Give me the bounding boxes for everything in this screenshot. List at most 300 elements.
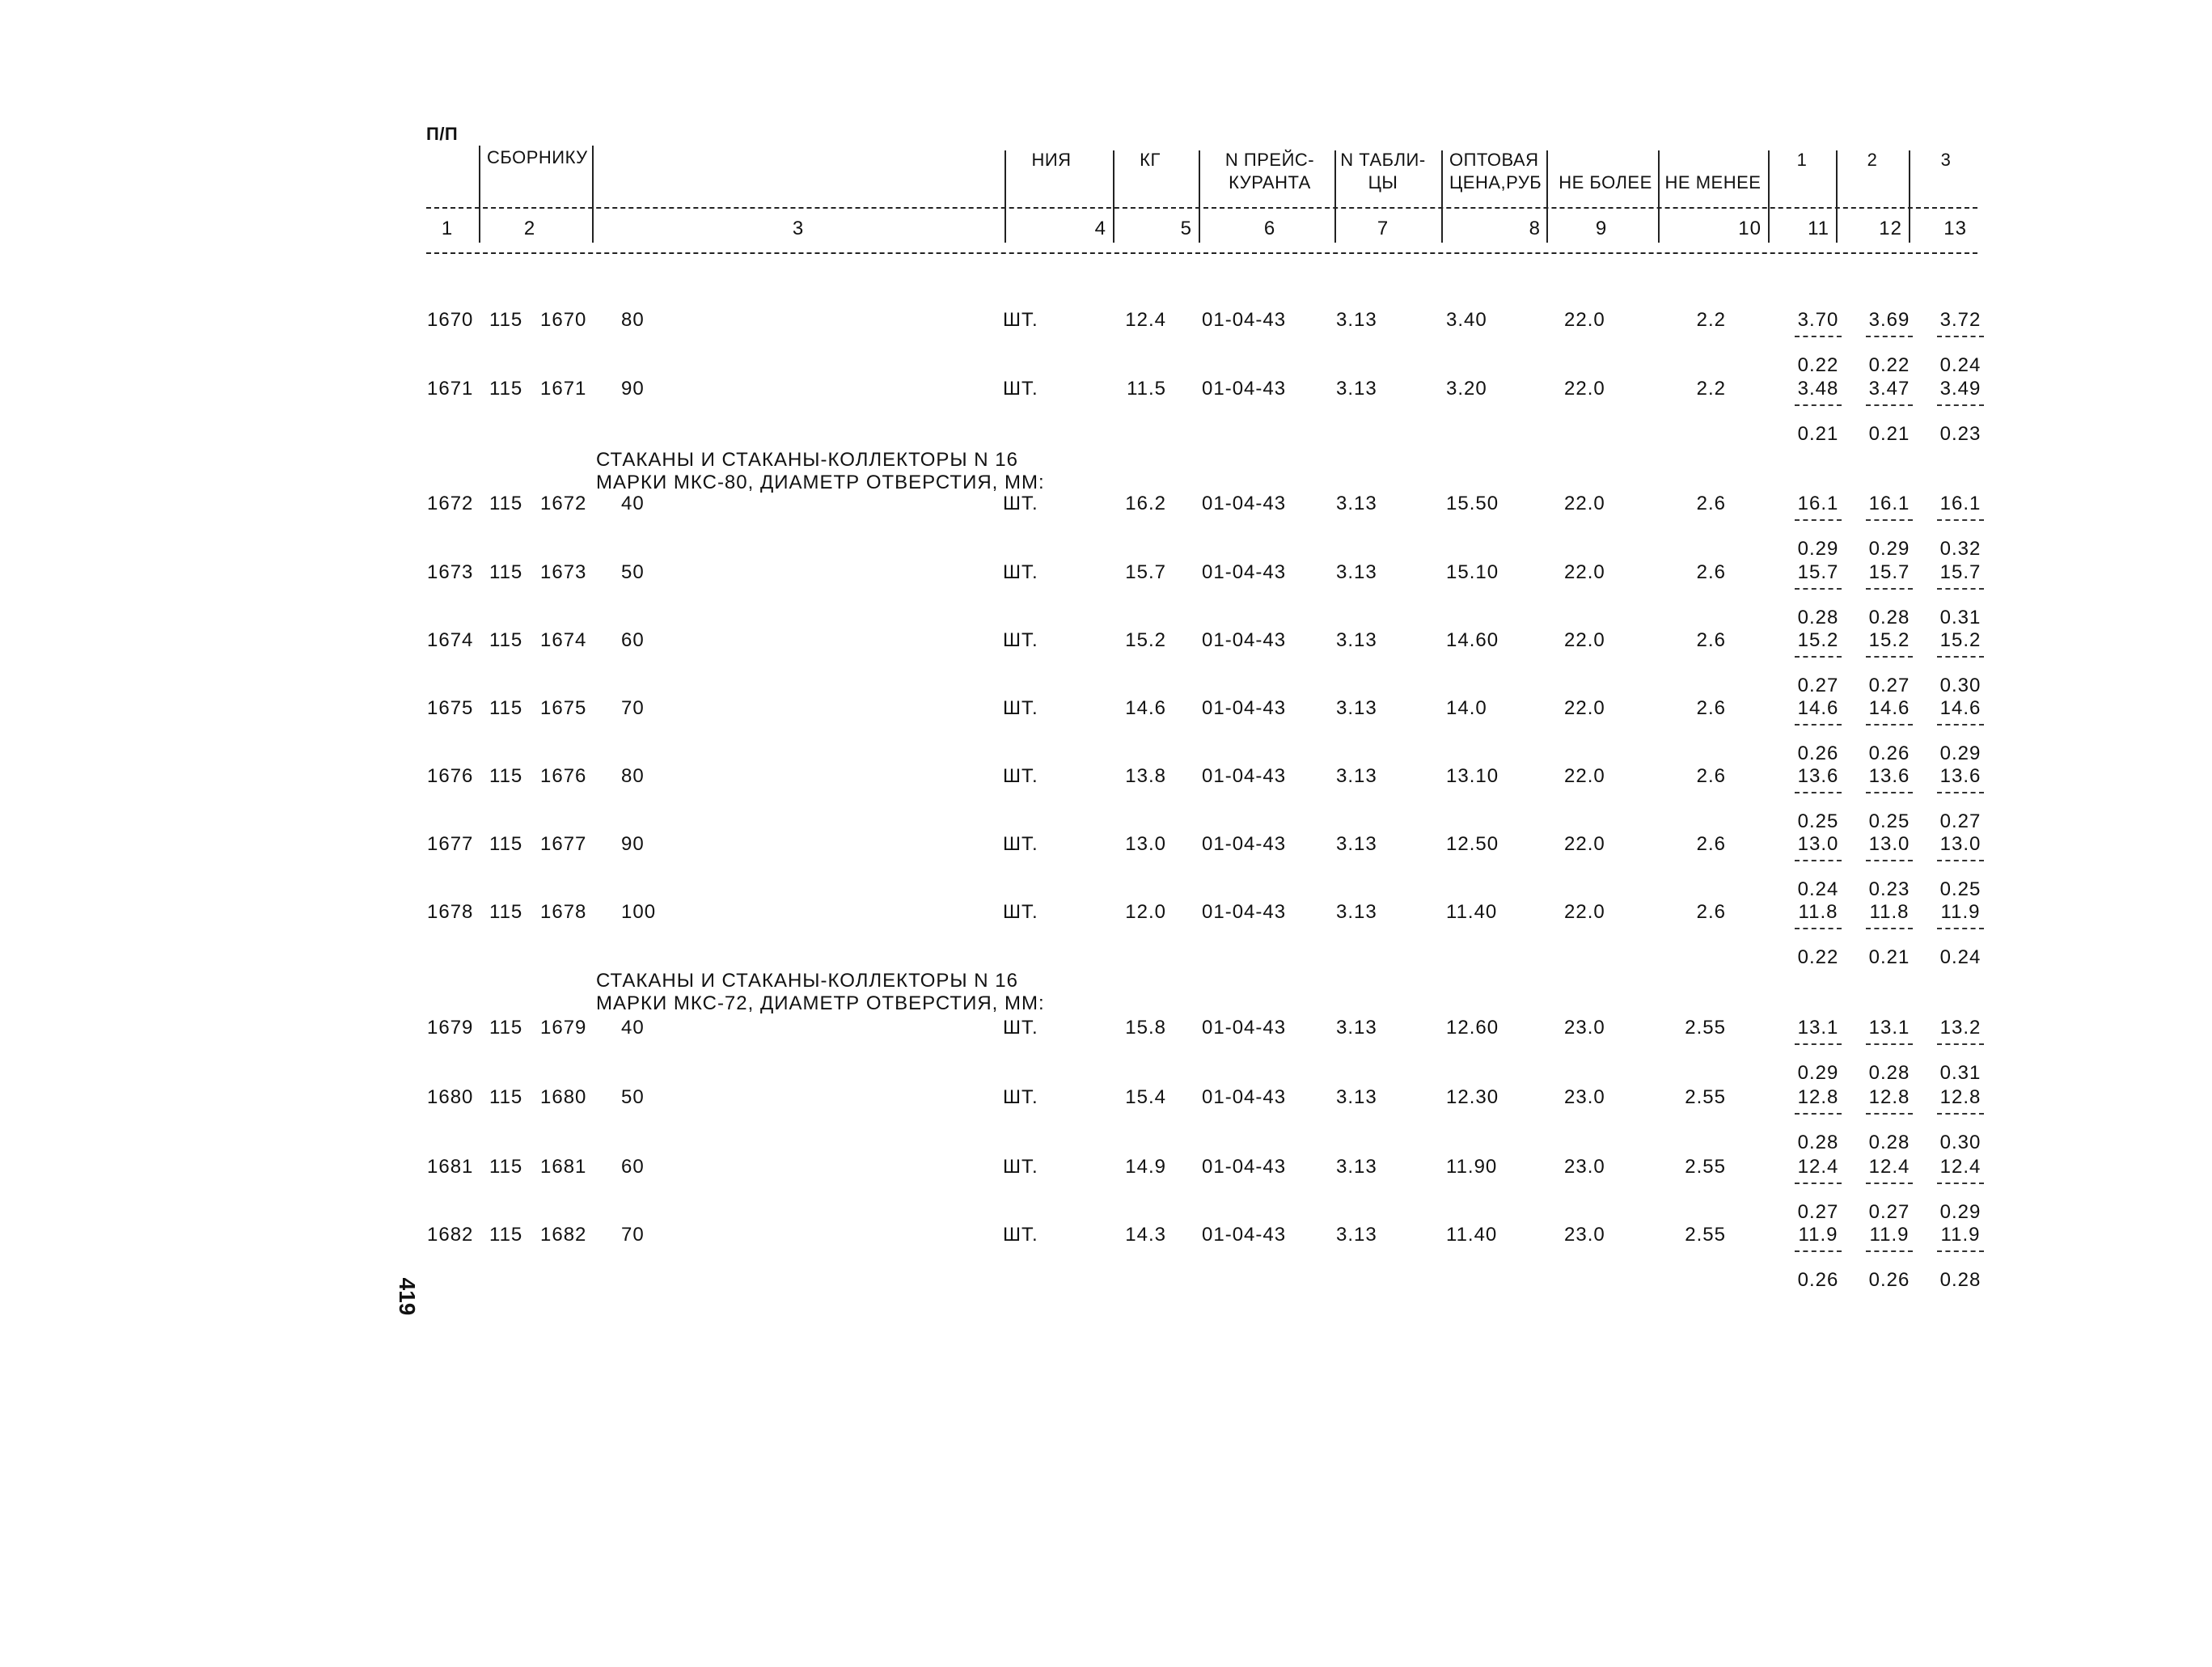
cell-v2: 13.6: [1868, 765, 1910, 787]
cell-v1: 12.4: [1797, 1156, 1839, 1178]
cell-v3: 13.2: [1939, 1017, 1981, 1039]
cell-w3: 0.25: [1939, 878, 1981, 900]
cell-max: 23.0: [1564, 1156, 1605, 1178]
cell-s: 115: [489, 1224, 523, 1246]
cell-code: 1674: [540, 629, 587, 651]
cell-code: 1677: [540, 833, 587, 855]
cell-w3: 0.24: [1939, 946, 1981, 968]
cell-s: 115: [489, 629, 523, 651]
cell-n: 1677: [427, 833, 474, 855]
cell-unit: ШТ.: [1003, 493, 1038, 514]
header-col8-line1: ОПТОВАЯ: [1449, 150, 1539, 170]
cell-v2: 3.69: [1868, 309, 1910, 331]
header-num-4: 4: [1094, 218, 1106, 239]
cell-v1: 12.8: [1797, 1086, 1839, 1108]
cell-s: 115: [489, 1156, 523, 1178]
cell-v2: 14.6: [1868, 697, 1910, 719]
section-heading: МАРКИ МКС-72, ДИАМЕТР ОТВЕРСТИЯ, ММ:: [596, 992, 1045, 1014]
section-heading: СТАКАНЫ И СТАКАНЫ-КОЛЛЕКТОРЫ N 16: [596, 970, 1018, 992]
cell-max: 22.0: [1564, 629, 1605, 651]
cell-price-list: 01-04-43: [1202, 561, 1287, 583]
cell-w3: 0.29: [1939, 743, 1981, 764]
cell-n: 1671: [427, 378, 474, 400]
fraction-rule: [1866, 656, 1913, 658]
cell-v3: 12.4: [1939, 1156, 1981, 1178]
cell-v2: 15.7: [1868, 561, 1910, 583]
header-divider: [1004, 150, 1006, 243]
header-divider: [1836, 150, 1838, 243]
cell-price: 11.90: [1446, 1156, 1498, 1178]
cell-min: 2.55: [1685, 1224, 1726, 1246]
cell-name: 50: [621, 1086, 645, 1108]
cell-name: 40: [621, 1017, 645, 1039]
cell-w1: 0.26: [1797, 1269, 1839, 1291]
cell-w1: 0.27: [1797, 1201, 1839, 1223]
cell-v2: 13.0: [1868, 833, 1910, 855]
cell-v3: 13.0: [1939, 833, 1981, 855]
cell-n: 1670: [427, 309, 474, 331]
fraction-rule: [1937, 1183, 1984, 1184]
cell-kg: 12.4: [1125, 309, 1166, 331]
cell-s: 115: [489, 561, 523, 583]
cell-w1: 0.22: [1797, 354, 1839, 376]
header-divider: [1658, 150, 1660, 243]
fraction-rule: [1937, 860, 1984, 861]
cell-v3: 3.72: [1939, 309, 1981, 331]
fraction-rule: [1795, 1250, 1842, 1252]
cell-v1: 13.0: [1797, 833, 1839, 855]
fraction-rule: [1866, 1250, 1913, 1252]
fraction-rule: [1866, 860, 1913, 861]
cell-code: 1676: [540, 765, 587, 787]
cell-w1: 0.22: [1797, 946, 1839, 968]
header-divider: [1334, 150, 1336, 243]
cell-kg: 14.9: [1125, 1156, 1166, 1178]
fraction-rule: [1866, 404, 1913, 406]
cell-min: 2.6: [1696, 493, 1726, 514]
cell-max: 22.0: [1564, 493, 1605, 514]
fraction-rule: [1795, 1113, 1842, 1115]
cell-code: 1679: [540, 1017, 587, 1039]
header-divider: [1113, 150, 1114, 243]
header-bottom-rule: [426, 252, 1977, 254]
fraction-rule: [1937, 928, 1984, 929]
cell-unit: ШТ.: [1003, 378, 1038, 400]
cell-w2: 0.28: [1868, 1132, 1910, 1153]
cell-v1: 13.1: [1797, 1017, 1839, 1039]
cell-price: 11.40: [1446, 901, 1498, 923]
header-divider: [1441, 150, 1443, 243]
cell-s: 115: [489, 901, 523, 923]
cell-max: 22.0: [1564, 309, 1605, 331]
cell-price: 13.10: [1446, 765, 1499, 787]
cell-table: 3.13: [1336, 561, 1377, 583]
cell-v3: 16.1: [1939, 493, 1981, 514]
header-pp: П/П: [426, 124, 459, 144]
header-num-2: 2: [523, 218, 536, 239]
cell-max: 23.0: [1564, 1086, 1605, 1108]
header-col11: 1: [1796, 150, 1808, 170]
cell-w2: 0.26: [1868, 1269, 1910, 1291]
fraction-rule: [1937, 792, 1984, 793]
header-divider: [1909, 150, 1910, 243]
fraction-rule: [1795, 724, 1842, 726]
cell-min: 2.6: [1696, 561, 1726, 583]
cell-w2: 0.23: [1868, 878, 1910, 900]
cell-n: 1676: [427, 765, 474, 787]
cell-v2: 11.8: [1869, 901, 1910, 923]
header-divider: [592, 146, 594, 243]
fraction-rule: [1937, 1113, 1984, 1115]
fraction-rule: [1866, 1113, 1913, 1115]
cell-w2: 0.21: [1868, 946, 1910, 968]
cell-v1: 15.2: [1797, 629, 1839, 651]
cell-name: 70: [621, 1224, 645, 1246]
header-divider: [479, 146, 480, 243]
cell-table: 3.13: [1336, 629, 1377, 651]
header-rule: [426, 207, 1977, 209]
cell-n: 1672: [427, 493, 474, 514]
cell-table: 3.13: [1336, 901, 1377, 923]
cell-w2: 0.26: [1868, 743, 1910, 764]
cell-code: 1682: [540, 1224, 587, 1246]
fraction-rule: [1795, 792, 1842, 793]
fraction-rule: [1937, 724, 1984, 726]
fraction-rule: [1795, 928, 1842, 929]
cell-s: 115: [489, 1086, 523, 1108]
cell-v1: 14.6: [1797, 697, 1839, 719]
cell-w2: 0.27: [1868, 1201, 1910, 1223]
cell-w3: 0.24: [1939, 354, 1981, 376]
cell-w2: 0.28: [1868, 607, 1910, 628]
fraction-rule: [1795, 588, 1842, 590]
header-divider: [1546, 150, 1548, 243]
cell-table: 3.13: [1336, 1017, 1377, 1039]
cell-min: 2.55: [1685, 1086, 1726, 1108]
cell-w3: 0.23: [1939, 423, 1981, 445]
header-num-8: 8: [1529, 218, 1541, 239]
cell-w1: 0.28: [1797, 607, 1839, 628]
cell-price-list: 01-04-43: [1202, 765, 1287, 787]
cell-price-list: 01-04-43: [1202, 833, 1287, 855]
cell-v3: 11.9: [1940, 1224, 1981, 1246]
cell-min: 2.6: [1696, 833, 1726, 855]
cell-v3: 15.7: [1939, 561, 1981, 583]
cell-v1: 15.7: [1797, 561, 1839, 583]
header-num-13: 13: [1943, 218, 1967, 239]
header-num-11: 11: [1808, 218, 1829, 239]
header-col4: НИЯ: [1031, 150, 1072, 170]
cell-kg: 16.2: [1125, 493, 1166, 514]
cell-n: 1675: [427, 697, 474, 719]
cell-w1: 0.29: [1797, 1062, 1839, 1084]
cell-w2: 0.28: [1868, 1062, 1910, 1084]
header-col7-line1: N ТАБЛИ-: [1340, 150, 1426, 170]
cell-kg: 15.4: [1125, 1086, 1166, 1108]
cell-code: 1670: [540, 309, 587, 331]
header-col13: 3: [1940, 150, 1952, 170]
header-col10: НЕ МЕНЕЕ: [1664, 172, 1762, 193]
cell-w1: 0.28: [1797, 1132, 1839, 1153]
cell-unit: ШТ.: [1003, 1017, 1038, 1039]
cell-n: 1682: [427, 1224, 474, 1246]
cell-v3: 3.49: [1939, 378, 1981, 400]
cell-price-list: 01-04-43: [1202, 493, 1287, 514]
cell-code: 1672: [540, 493, 587, 514]
cell-code: 1681: [540, 1156, 587, 1178]
cell-table: 3.13: [1336, 697, 1377, 719]
cell-n: 1674: [427, 629, 474, 651]
cell-v2: 11.9: [1869, 1224, 1910, 1246]
cell-table: 3.13: [1336, 833, 1377, 855]
cell-v1: 11.9: [1798, 1224, 1838, 1246]
cell-code: 1678: [540, 901, 587, 923]
section-heading: МАРКИ МКС-80, ДИАМЕТР ОТВЕРСТИЯ, ММ:: [596, 472, 1045, 493]
fraction-rule: [1937, 519, 1984, 521]
cell-w1: 0.24: [1797, 878, 1839, 900]
header-sbornik: СБОРНИКУ: [487, 147, 588, 167]
cell-v2: 12.8: [1868, 1086, 1910, 1108]
cell-price: 14.60: [1446, 629, 1499, 651]
cell-min: 2.6: [1696, 629, 1726, 651]
cell-v2: 3.47: [1868, 378, 1910, 400]
cell-v1: 3.70: [1797, 309, 1839, 331]
cell-v3: 14.6: [1939, 697, 1981, 719]
fraction-rule: [1795, 656, 1842, 658]
cell-table: 3.13: [1336, 1156, 1377, 1178]
page-number: 419: [395, 1277, 420, 1316]
fraction-rule: [1866, 724, 1913, 726]
cell-v2: 15.2: [1868, 629, 1910, 651]
cell-unit: ШТ.: [1003, 1086, 1038, 1108]
cell-unit: ШТ.: [1003, 561, 1038, 583]
cell-unit: ШТ.: [1003, 1156, 1038, 1178]
cell-table: 3.13: [1336, 1086, 1377, 1108]
cell-v2: 16.1: [1868, 493, 1910, 514]
header-num-12: 12: [1879, 218, 1902, 239]
cell-v2: 13.1: [1868, 1017, 1910, 1039]
cell-price-list: 01-04-43: [1202, 1086, 1287, 1108]
cell-kg: 14.6: [1125, 697, 1166, 719]
cell-v1: 11.8: [1798, 901, 1838, 923]
header-col9: НЕ БОЛЕЕ: [1559, 172, 1652, 193]
fraction-rule: [1937, 336, 1984, 337]
cell-code: 1675: [540, 697, 587, 719]
cell-w2: 0.29: [1868, 538, 1910, 560]
cell-price-list: 01-04-43: [1202, 697, 1287, 719]
cell-v1: 16.1: [1797, 493, 1839, 514]
cell-price-list: 01-04-43: [1202, 1156, 1287, 1178]
fraction-rule: [1937, 1043, 1984, 1045]
cell-kg: 13.0: [1125, 833, 1166, 855]
fraction-rule: [1937, 404, 1984, 406]
cell-table: 3.13: [1336, 309, 1377, 331]
cell-max: 22.0: [1564, 901, 1605, 923]
cell-min: 2.2: [1696, 309, 1726, 331]
cell-max: 22.0: [1564, 378, 1605, 400]
cell-code: 1680: [540, 1086, 587, 1108]
cell-s: 115: [489, 765, 523, 787]
cell-w3: 0.32: [1939, 538, 1981, 560]
fraction-rule: [1795, 860, 1842, 861]
cell-min: 2.6: [1696, 765, 1726, 787]
cell-min: 2.55: [1685, 1156, 1726, 1178]
cell-price: 3.20: [1446, 378, 1487, 400]
header-num-9: 9: [1595, 218, 1608, 239]
cell-v3: 15.2: [1939, 629, 1981, 651]
header-num-6: 6: [1263, 218, 1276, 239]
fraction-rule: [1795, 1183, 1842, 1184]
cell-max: 22.0: [1564, 765, 1605, 787]
cell-w2: 0.27: [1868, 675, 1910, 696]
cell-min: 2.2: [1696, 378, 1726, 400]
cell-w3: 0.30: [1939, 675, 1981, 696]
cell-price-list: 01-04-43: [1202, 309, 1287, 331]
fraction-rule: [1866, 928, 1913, 929]
cell-kg: 15.7: [1125, 561, 1166, 583]
cell-s: 115: [489, 309, 523, 331]
cell-v2: 12.4: [1868, 1156, 1910, 1178]
cell-w3: 0.27: [1939, 810, 1981, 832]
cell-price-list: 01-04-43: [1202, 1017, 1287, 1039]
cell-unit: ШТ.: [1003, 697, 1038, 719]
cell-w3: 0.31: [1939, 1062, 1981, 1084]
cell-price: 11.40: [1446, 1224, 1498, 1246]
cell-kg: 13.8: [1125, 765, 1166, 787]
header-col12: 2: [1867, 150, 1878, 170]
header-col7-line2: ЦЫ: [1368, 172, 1398, 193]
cell-price-list: 01-04-43: [1202, 378, 1287, 400]
cell-kg: 15.2: [1125, 629, 1166, 651]
cell-w1: 0.27: [1797, 675, 1839, 696]
cell-unit: ШТ.: [1003, 833, 1038, 855]
cell-price-list: 01-04-43: [1202, 1224, 1287, 1246]
cell-table: 3.13: [1336, 378, 1377, 400]
fraction-rule: [1866, 588, 1913, 590]
cell-table: 3.13: [1336, 765, 1377, 787]
cell-w1: 0.26: [1797, 743, 1839, 764]
cell-unit: ШТ.: [1003, 1224, 1038, 1246]
header-col8-line2: ЦЕНА,РУБ: [1449, 172, 1542, 193]
cell-v1: 13.6: [1797, 765, 1839, 787]
fraction-rule: [1866, 519, 1913, 521]
header-num-3: 3: [792, 218, 805, 239]
header-col6-line2: КУРАНТА: [1229, 172, 1311, 193]
cell-name: 70: [621, 697, 645, 719]
cell-code: 1671: [540, 378, 587, 400]
cell-w3: 0.29: [1939, 1201, 1981, 1223]
cell-unit: ШТ.: [1003, 309, 1038, 331]
cell-max: 23.0: [1564, 1017, 1605, 1039]
cell-w2: 0.22: [1868, 354, 1910, 376]
cell-w3: 0.31: [1939, 607, 1981, 628]
fraction-rule: [1866, 1043, 1913, 1045]
cell-v3: 12.8: [1939, 1086, 1981, 1108]
cell-price: 3.40: [1446, 309, 1487, 331]
cell-w1: 0.29: [1797, 538, 1839, 560]
header-col6-line1: N ПРЕЙС-: [1224, 150, 1315, 170]
cell-price: 14.0: [1446, 697, 1487, 719]
cell-table: 3.13: [1336, 493, 1377, 514]
cell-v3: 13.6: [1939, 765, 1981, 787]
cell-price-list: 01-04-43: [1202, 901, 1287, 923]
cell-unit: ШТ.: [1003, 629, 1038, 651]
header-num-1: 1: [441, 218, 454, 239]
fraction-rule: [1866, 792, 1913, 793]
header-col5: КГ: [1140, 150, 1161, 170]
cell-max: 22.0: [1564, 833, 1605, 855]
cell-name: 60: [621, 1156, 645, 1178]
cell-n: 1678: [427, 901, 474, 923]
cell-unit: ШТ.: [1003, 901, 1038, 923]
cell-n: 1681: [427, 1156, 474, 1178]
fraction-rule: [1795, 519, 1842, 521]
cell-table: 3.13: [1336, 1224, 1377, 1246]
section-heading: СТАКАНЫ И СТАКАНЫ-КОЛЛЕКТОРЫ N 16: [596, 449, 1018, 471]
cell-w2: 0.25: [1868, 810, 1910, 832]
fraction-rule: [1937, 1250, 1984, 1252]
cell-min: 2.6: [1696, 901, 1726, 923]
fraction-rule: [1866, 336, 1913, 337]
cell-max: 23.0: [1564, 1224, 1605, 1246]
cell-n: 1673: [427, 561, 474, 583]
cell-min: 2.6: [1696, 697, 1726, 719]
cell-n: 1680: [427, 1086, 474, 1108]
cell-v1: 3.48: [1797, 378, 1839, 400]
cell-name: 50: [621, 561, 645, 583]
cell-max: 22.0: [1564, 561, 1605, 583]
cell-name: 40: [621, 493, 645, 514]
cell-s: 115: [489, 378, 523, 400]
cell-s: 115: [489, 493, 523, 514]
cell-name: 80: [621, 309, 645, 331]
cell-name: 90: [621, 833, 645, 855]
cell-w2: 0.21: [1868, 423, 1910, 445]
fraction-rule: [1795, 1043, 1842, 1045]
cell-w1: 0.21: [1797, 423, 1839, 445]
cell-n: 1679: [427, 1017, 474, 1039]
fraction-rule: [1937, 656, 1984, 658]
cell-price: 15.10: [1446, 561, 1499, 583]
cell-s: 115: [489, 1017, 523, 1039]
cell-kg: 14.3: [1125, 1224, 1166, 1246]
cell-w3: 0.30: [1939, 1132, 1981, 1153]
fraction-rule: [1795, 404, 1842, 406]
fraction-rule: [1937, 588, 1984, 590]
cell-price-list: 01-04-43: [1202, 629, 1287, 651]
cell-price: 12.60: [1446, 1017, 1499, 1039]
header-divider: [1768, 150, 1770, 243]
cell-name: 100: [621, 901, 657, 923]
cell-name: 60: [621, 629, 645, 651]
cell-name: 90: [621, 378, 645, 400]
cell-w1: 0.25: [1797, 810, 1839, 832]
cell-kg: 12.0: [1125, 901, 1166, 923]
cell-kg: 11.5: [1127, 378, 1166, 400]
header-divider: [1199, 150, 1200, 243]
cell-price: 12.50: [1446, 833, 1499, 855]
cell-max: 22.0: [1564, 697, 1605, 719]
cell-s: 115: [489, 697, 523, 719]
cell-price: 15.50: [1446, 493, 1499, 514]
cell-price: 12.30: [1446, 1086, 1499, 1108]
cell-min: 2.55: [1685, 1017, 1726, 1039]
cell-s: 115: [489, 833, 523, 855]
header-num-7: 7: [1377, 218, 1389, 239]
cell-unit: ШТ.: [1003, 765, 1038, 787]
cell-code: 1673: [540, 561, 587, 583]
header-num-5: 5: [1180, 218, 1192, 239]
